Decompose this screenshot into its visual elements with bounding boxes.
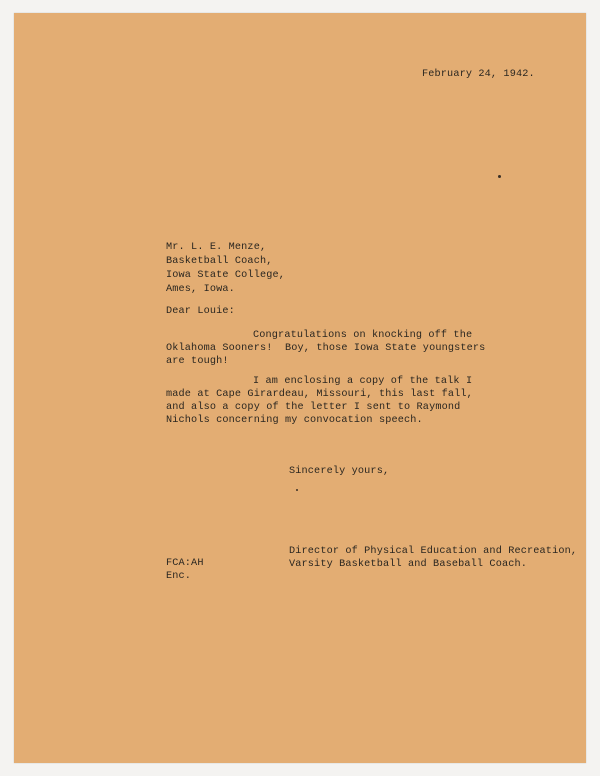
letter-date: February 24, 1942. [422, 69, 535, 80]
letter-page [14, 13, 586, 763]
paper-speck-small [296, 489, 298, 491]
recipient-title: Basketball Coach, [166, 256, 273, 267]
recipient-institution: Iowa State College, [166, 270, 286, 281]
enclosure-note: Enc. [166, 571, 192, 582]
paper-speck [498, 175, 501, 178]
salutation: Dear Louie: [166, 306, 235, 317]
paragraph1-line3: are tough! [166, 356, 229, 367]
typist-initials: FCA:AH [166, 558, 204, 569]
paragraph2-line4: Nichols concerning my convocation speech. [166, 415, 423, 426]
closing: Sincerely yours, [289, 466, 390, 477]
paragraph2-line3: and also a copy of the letter I sent to Raymond [166, 402, 461, 413]
paragraph2-line1: I am enclosing a copy of the talk I [253, 376, 473, 387]
paragraph1-line1: Congratulations on knocking off the [253, 330, 473, 341]
signature-title-line2: Varsity Basketball and Baseball Coach. [289, 559, 528, 570]
paragraph1-line2: Oklahoma Sooners! Boy, those Iowa State youngsters [166, 343, 486, 354]
recipient-name: Mr. L. E. Menze, [166, 242, 267, 253]
recipient-city: Ames, Iowa. [166, 284, 235, 295]
paragraph2-line2: made at Cape Girardeau, Missouri, this last fall, [166, 389, 473, 400]
signature-title-line1: Director of Physical Education and Recreation, [289, 546, 578, 557]
